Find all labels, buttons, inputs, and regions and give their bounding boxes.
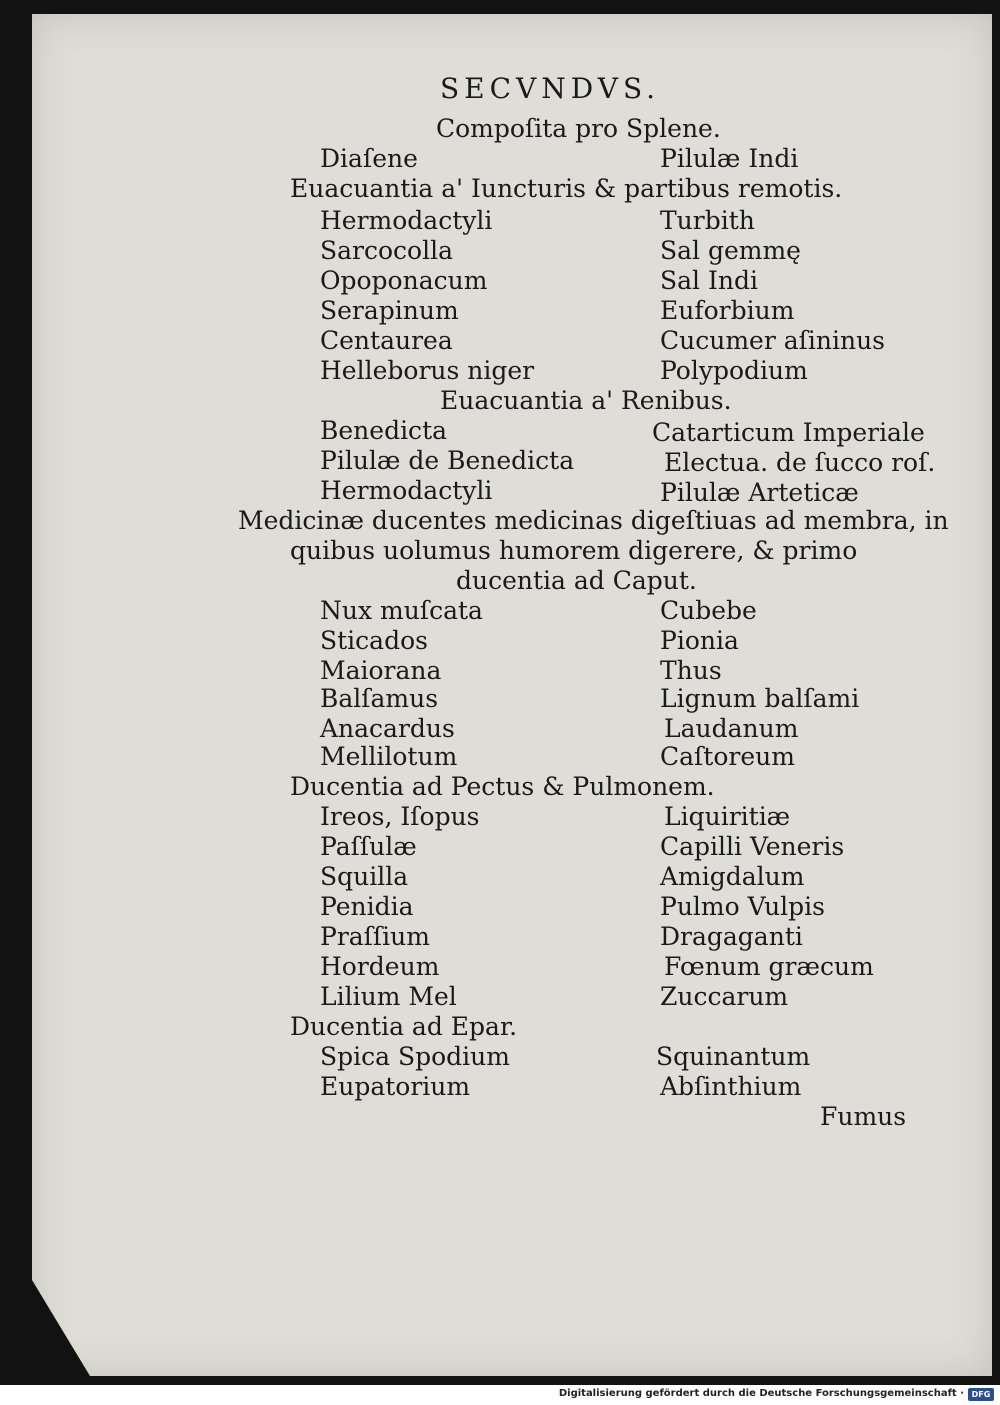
entry-right: Zuccarum <box>660 982 789 1011</box>
entry-left: Paſſulæ <box>320 832 417 861</box>
entry-left: Helleborus niger <box>320 356 535 385</box>
dfg-logo: DFG <box>968 1388 994 1401</box>
entry-right: Fœnum græcum <box>664 952 874 981</box>
entry-right: Capilli Veneris <box>660 832 845 861</box>
torn-page-corner <box>32 1280 90 1376</box>
entry-left: Mellilotum <box>320 742 458 771</box>
section-heading: Ducentia ad Pectus & Pulmonem. <box>290 772 715 801</box>
entry-left: Sarcocolla <box>320 236 453 265</box>
entry-right: Liquiritiæ <box>664 802 791 831</box>
entry-right: Squinantum <box>656 1042 811 1071</box>
entry-left: Spica Spodium <box>320 1042 510 1071</box>
entry-right: Catarticum Imperiale <box>652 418 925 447</box>
entry-right: Sal gemmę <box>660 236 801 265</box>
section-heading: ducentia ad Caput. <box>456 566 697 595</box>
entry-left: Maiorana <box>320 656 442 685</box>
entry-left: Eupatorium <box>320 1072 471 1101</box>
entry-left: Balſamus <box>320 684 439 713</box>
entry-right: Dragaganti <box>660 922 803 951</box>
entry-right: Electua. de ſucco roſ. <box>664 448 936 477</box>
entry-left: Diaſene <box>320 144 418 173</box>
entry-right: Laudanum <box>664 714 799 743</box>
entry-left: Lilium Mel <box>320 982 457 1011</box>
entry-right: Pilulæ Indi <box>660 144 799 173</box>
entry-right: Amigdalum <box>660 862 805 891</box>
entry-right: Sal Indi <box>660 266 758 295</box>
section-heading: quibus uolumus humorem digerere, & primo <box>290 536 858 565</box>
section-heading: Euacuantia a' Iuncturis & partibus remotis. <box>290 174 843 203</box>
entry-right: Cucumer aſininus <box>660 326 886 355</box>
section-heading: Ducentia ad Epar. <box>290 1012 518 1041</box>
entry-left: Pilulæ de Benedicta <box>320 446 575 475</box>
entry-left: Hermodactyli <box>320 476 493 505</box>
entry-left: Nux muſcata <box>320 596 483 625</box>
entry-right: Abſinthium <box>660 1072 802 1101</box>
entry-right: Pilulæ Arteticæ <box>660 478 859 507</box>
entry-right: Turbith <box>660 206 755 235</box>
entry-left: Centaurea <box>320 326 453 355</box>
section-heading: Medicinæ ducentes medicinas digeſtiuas ad membra, in <box>238 506 949 535</box>
entry-right: Cubebe <box>660 596 757 625</box>
entry-left: Opoponacum <box>320 266 488 295</box>
entry-left: Squilla <box>320 862 409 891</box>
entry-right: Thus <box>660 656 722 685</box>
entry-right: Lignum balſami <box>660 684 860 713</box>
entry-left: Benedicta <box>320 416 448 445</box>
running-head: SECVNDVS. <box>440 72 661 105</box>
entry-right: Polypodium <box>660 356 808 385</box>
entry-left: Hordeum <box>320 952 440 981</box>
section-heading: Compoſita pro Splene. <box>436 114 721 143</box>
entry-left: Praſſium <box>320 922 430 951</box>
entry-right: Euforbium <box>660 296 795 325</box>
digitization-footer <box>0 1385 1000 1405</box>
footer-credit: Digitalisierung gefördert durch die Deutsche Forschungsgemeinschaft · <box>558 1388 964 1399</box>
entry-left: Serapinum <box>320 296 459 325</box>
entry-left: Anacardus <box>320 714 455 743</box>
section-heading: Euacuantia a' Renibus. <box>440 386 732 415</box>
entry-left: Hermodactyli <box>320 206 493 235</box>
entry-right: Pulmo Vulpis <box>660 892 826 921</box>
entry-left: Penidia <box>320 892 414 921</box>
entry-right: Pionia <box>660 626 739 655</box>
entry-left: Ireos, Iſopus <box>320 802 480 831</box>
catchword: Fumus <box>820 1102 907 1131</box>
entry-right: Caſtoreum <box>660 742 795 771</box>
entry-left: Sticados <box>320 626 428 655</box>
